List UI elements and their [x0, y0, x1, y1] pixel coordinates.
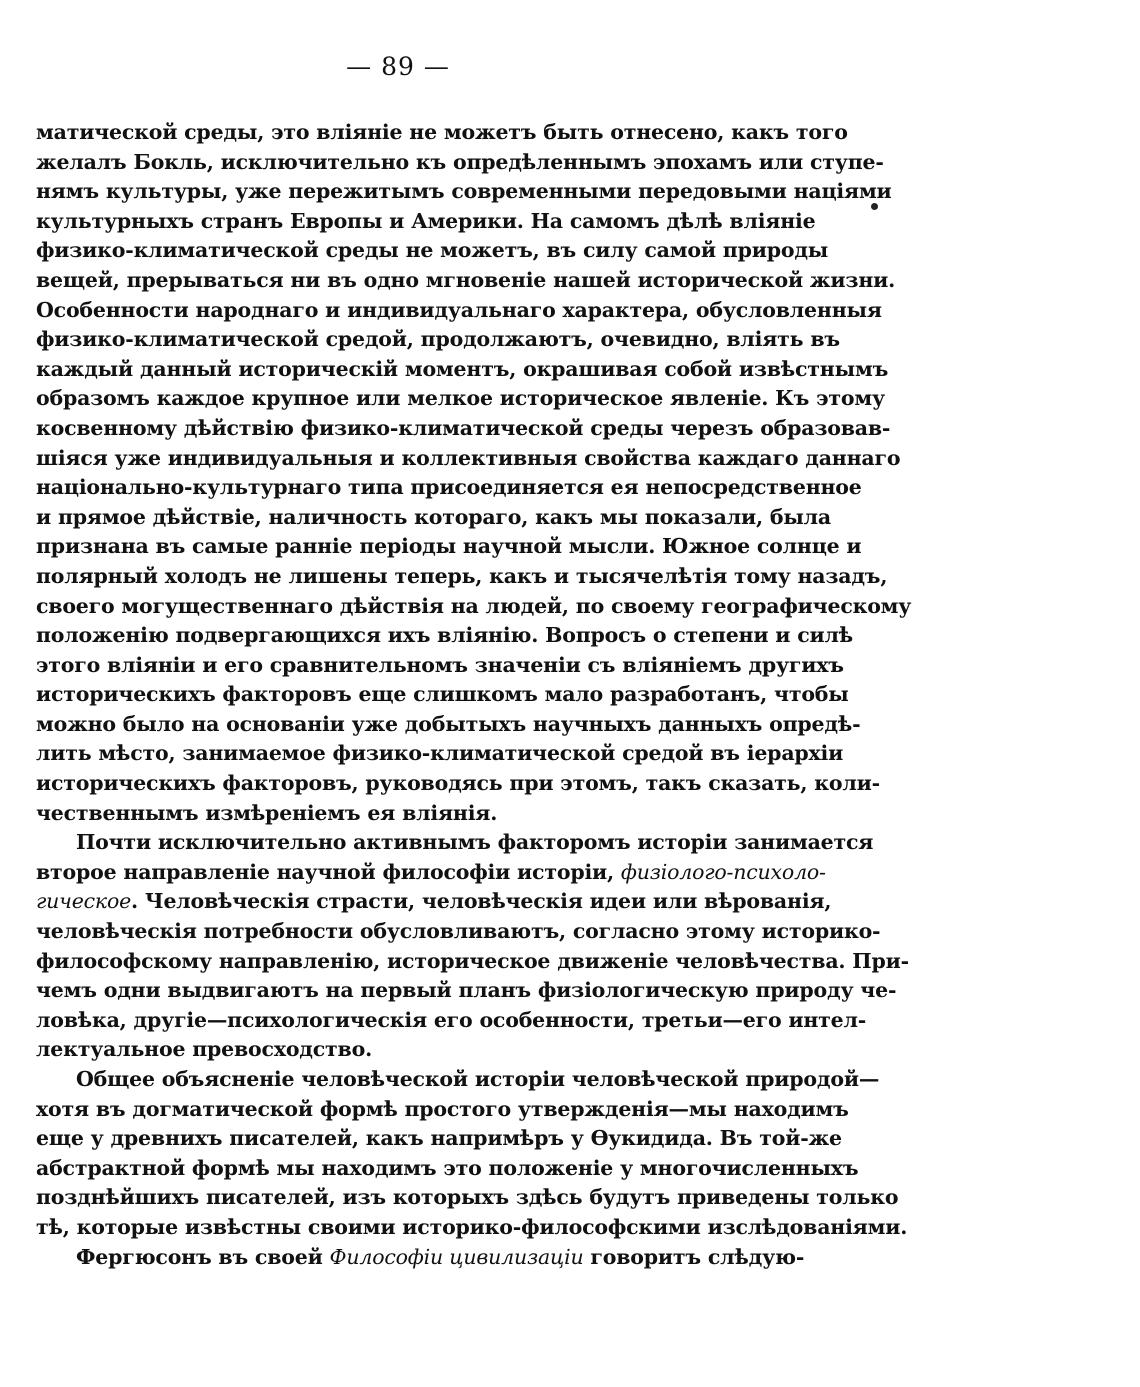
text-line [36, 1243, 805, 1273]
text-line: полярный холодъ не лишены теперь, какъ и тысячелѣтія тому назадъ, [36, 563, 888, 588]
text-line: человѣческія потребности обусловливаютъ, согласно этому историко- [36, 919, 881, 944]
text-fragment: второе направленіе научной философіи исторіи, [36, 859, 621, 884]
text-line: лектуальное превосходство. [36, 1037, 373, 1062]
text-line: физико-климатической средой, продолжаютъ, очевидно, вліять въ [36, 327, 840, 352]
text-fragment: говоритъ слѣдую- [583, 1244, 805, 1269]
text-line: историческихъ факторовъ, руководясь при этомъ, такъ сказать, коли- [36, 771, 880, 796]
text-line: можно было на основаніи уже добытыхъ научныхъ данныхъ опредѣ- [36, 711, 861, 736]
text-line: нямъ культуры, уже пережитымъ современными передовыми націями [36, 179, 892, 204]
ink-speck [871, 203, 878, 210]
text-fragment: Фергюсонъ въ своей [76, 1244, 330, 1269]
text-line: положенію подвергающихся ихъ вліянію. Вопросъ о степени и силѣ [36, 623, 853, 648]
text-line: вещей, прерываться ни въ одно мгновеніе нашей исторической жизни. [36, 267, 896, 292]
italic-term: Философіи цивилизаціи [329, 1244, 584, 1269]
text-line: хотя въ догматической формѣ простого утвержденія—мы находимъ [36, 1096, 849, 1121]
text-line: культурныхъ странъ Европы и Америки. На самомъ дѣлѣ вліяніе [36, 208, 816, 233]
text-line: этого вліяніи и его сравнительномъ значеніи съ вліяніемъ другихъ [36, 652, 844, 677]
text-line: Особенности народнаго и индивидуальнаго характера, обусловленныя [36, 297, 882, 322]
text-line: національно-культурнаго типа присоединяется ея непосредственное [36, 475, 862, 500]
text-line: признана въ самые ранніе періоды научной мысли. Южное солнце и [36, 534, 862, 559]
body-text [36, 118, 912, 1272]
text-line: Общее объясненіе человѣческой исторіи человѣческой природой— [76, 1067, 880, 1091]
text-line [36, 887, 832, 917]
text-line: философскому направленію, историческое движеніе человѣчества. При- [36, 948, 909, 973]
text-line: образомъ каждое крупное или мелкое историческое явленіе. Къ этому [36, 386, 885, 411]
page-number: — 89 — [346, 52, 450, 81]
text-line: каждый данный историческій моментъ, окрашивая собой извѣстнымъ [36, 356, 889, 381]
text-fragment: . Человѣческія страсти, человѣческія идеи или вѣрованія, [131, 889, 832, 914]
text-line: позднѣйшихъ писателей, изъ которыхъ здѣсь будутъ приведены только [36, 1185, 899, 1210]
text-line: желалъ Бокль, исключительно къ опредѣленнымъ эпохамъ или ступе- [36, 149, 884, 174]
italic-term: физіолого-психоло- [620, 859, 826, 884]
text-line: лить мѣсто, занимаемое физико-климатической средой въ іерархіи [36, 741, 844, 766]
text-line: еще у древнихъ писателей, какъ напримѣръ у Өукидида. Въ той-же [36, 1126, 842, 1151]
text-line: абстрактной формѣ мы находимъ это положеніе у многочисленныхъ [36, 1155, 859, 1180]
text-line: шіяся уже индивидуальныя и коллективныя свойства каждаго даннаго [36, 445, 901, 470]
text-line: ловѣка, другіе—психологическія его особенности, третьи—его интел- [36, 1007, 867, 1032]
text-line: физико-климатической среды не можетъ, въ силу самой природы [36, 238, 829, 263]
text-line: чественнымъ измѣреніемъ ея вліянія. [36, 800, 498, 825]
text-line: чемъ одни выдвигаютъ на первый планъ физіологическую природу че- [36, 978, 897, 1003]
text-line: матической среды, это вліяніе не можетъ быть отнесено, какъ того [36, 120, 848, 144]
text-line: Почти исключительно активнымъ факторомъ исторіи занимается [76, 830, 874, 855]
text-line [36, 858, 826, 888]
text-line: историческихъ факторовъ еще слишкомъ мало разработанъ, чтобы [36, 682, 849, 707]
text-line: и прямое дѣйствіе, наличность котораго, какъ мы показали, была [36, 504, 832, 529]
text-line: своего могущественнаго дѣйствія на людей, по своему географическому [36, 593, 912, 618]
text-line: тѣ, которые извѣстны своими историко-философскими изслѣдованіями. [36, 1214, 908, 1239]
text-line: косвенному дѣйствію физико-климатической среды черезъ образовав- [36, 415, 891, 440]
italic-term: гическое [36, 889, 132, 914]
